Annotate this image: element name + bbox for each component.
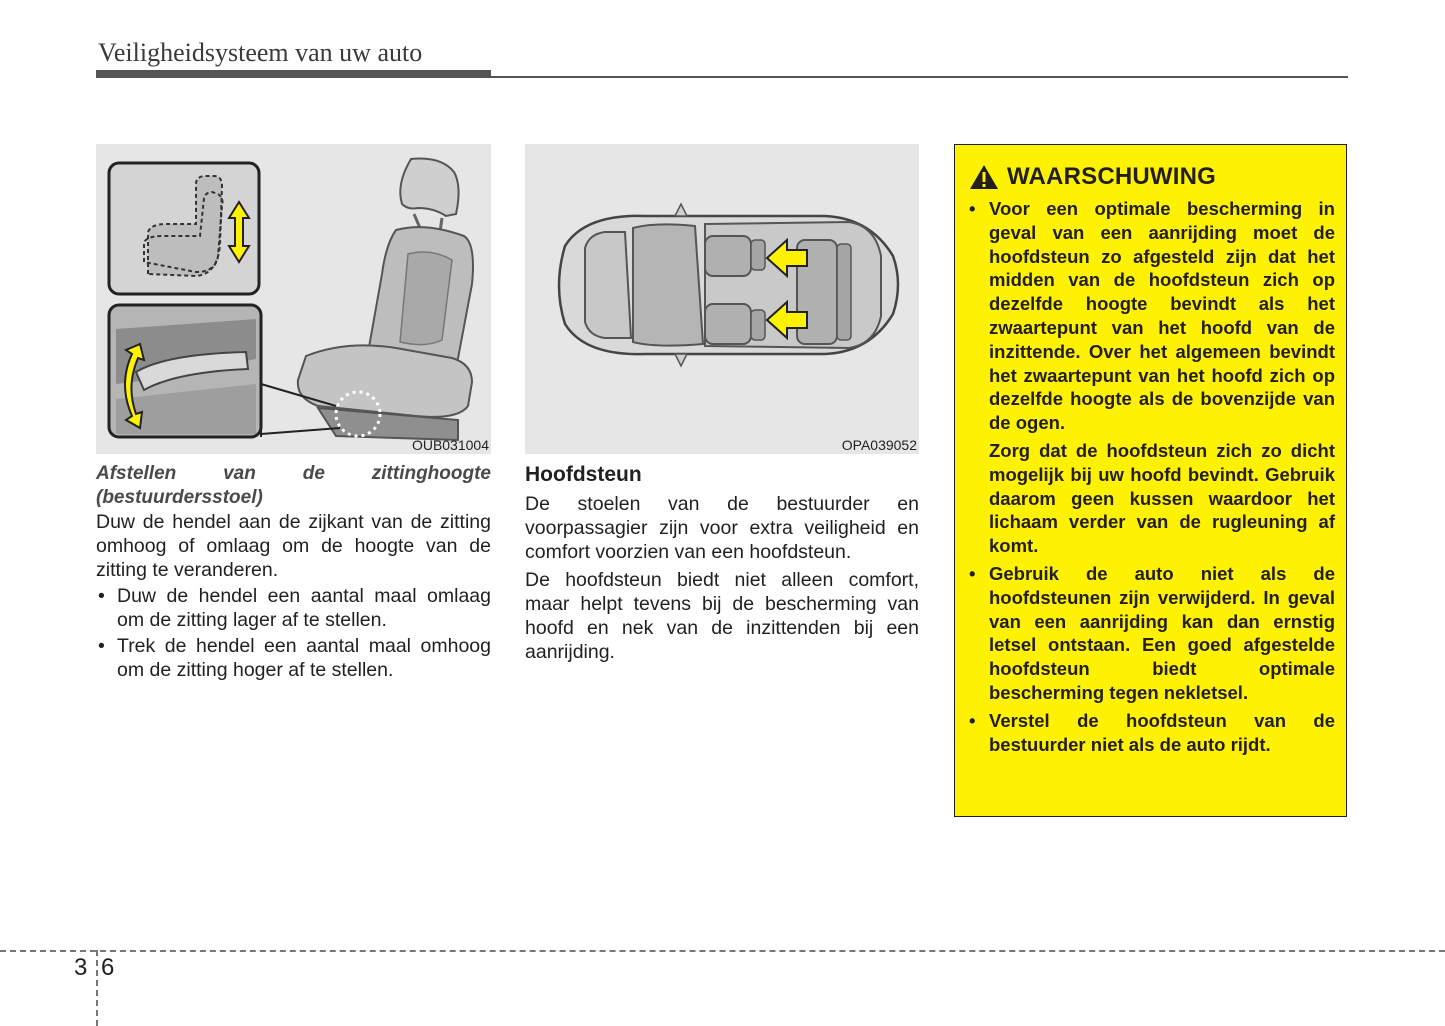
warning-title: WAARSCHUWING [1007, 163, 1217, 190]
page-header-title: Veiligheidsysteem van uw auto [98, 38, 423, 67]
warning-item [969, 709, 1335, 757]
body-paragraph: De hoofdsteun biedt niet alleen comfort, maar helpt tevens bij de bescherming van hoofd en nek van de inzittenden bij een aanrijding. [525, 569, 919, 663]
figure-code: OUB031004 [411, 437, 489, 453]
warning-item [969, 562, 1335, 705]
warning-list [969, 197, 1335, 756]
headrest-section [525, 462, 919, 664]
bullet-list [96, 584, 491, 682]
chapter-number: 3 [74, 954, 88, 981]
warning-triangle-icon [969, 163, 999, 191]
seat-illustration [96, 144, 491, 454]
body-paragraph: De stoelen van de bestuurder en voorpassagier zijn voor extra veiligheid en comfort voorzien van een hoofdsteun. [525, 493, 919, 563]
car-topview-illustration [525, 144, 919, 454]
section-subheading: Afstellen van de zittinghoogte (bestuurdersstoel) [96, 463, 491, 508]
warning-header [969, 162, 1216, 192]
footer-vertical-divider [96, 950, 98, 1026]
warning-paragraph: • Gebruik de auto niet als de hoofdsteunen zijn verwijderd. In geval van een aanrijding kan dan ernstig letsel ontstaan. Een goed afgestelde hoofdsteun biedt optimale bescherming tegen nekletsel. [989, 562, 1335, 703]
header-rule-thin [491, 76, 1348, 78]
headrest-figure [525, 144, 919, 454]
list-item: • Duw de hendel een aantal maal omlaag om de zitting lager af te stellen. [96, 584, 491, 632]
footer-divider [0, 950, 1445, 952]
warning-paragraph: Zorg dat de hoofdsteun zich zo dicht mogelijk bij uw hoofd bevindt. Gebruik daarom geen kussen waardoor het lichaam verder van de rugleuning af komt. [989, 439, 1335, 557]
section-title: Hoofdsteun [525, 463, 642, 486]
warning-paragraph: • Verstel de hoofdsteun van de bestuurder niet als de auto rijdt. [989, 709, 1335, 755]
seat-height-section [96, 462, 491, 684]
warning-box [954, 144, 1347, 817]
warning-item [969, 197, 1335, 558]
list-item: • Trek de hendel een aantal maal omhoog om de zitting hoger af te stellen. [96, 634, 491, 682]
warning-body [969, 197, 1335, 760]
seat-height-figure [96, 144, 491, 454]
body-paragraph: Duw de hendel aan de zijkant van de zitting omhoog of omlaag om de hoogte van de zitting te veranderen. [96, 511, 491, 581]
warning-paragraph: • Voor een optimale bescherming in geval van een aanrijding moet de hoofdsteun zo afgesteld zijn dat het midden van de hoofdsteun zich op dezelfde hoogte bevindt als het zwaartepunt van het hoofd van de inzittende. Over het algemeen bevindt het zwaartepunt van het hoofd zich op dezelfde hoogte als de bovenzijde van de ogen. [989, 198, 1335, 434]
page-number: 6 [101, 954, 115, 981]
figure-code: OPA039052 [841, 437, 917, 453]
header-rule-thick [96, 70, 491, 78]
